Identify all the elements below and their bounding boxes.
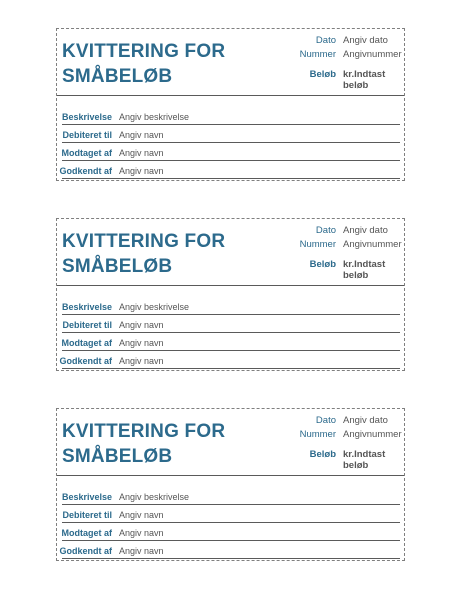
description-field[interactable]: Angiv beskrivelse [119, 112, 190, 122]
received-field[interactable]: Angiv navn [119, 528, 164, 538]
date-field[interactable]: Angiv dato [343, 415, 388, 426]
number-row [57, 429, 404, 441]
amount-field[interactable]: kr.Indtast beløb [343, 69, 386, 91]
received-label: Modtaget af [61, 148, 112, 158]
receipt-title-line2: SMÅBELØB [62, 66, 173, 87]
description-field[interactable]: Angiv beskrivelse [119, 302, 190, 312]
number-label: Nummer [299, 429, 336, 440]
date-label: Dato [315, 415, 336, 426]
number-row [57, 49, 404, 61]
receipt-title-line1: KVITTERING FOR [62, 231, 226, 252]
approved-label: Godkendt af [59, 546, 112, 556]
date-row [57, 415, 404, 427]
debited-field[interactable]: Angiv navn [119, 130, 164, 140]
receipt-card [56, 28, 405, 181]
number-field[interactable]: Angivnummer [343, 429, 402, 440]
approved-field[interactable]: Angiv navn [119, 356, 164, 366]
receipt-title-line1: KVITTERING FOR [62, 421, 226, 442]
approved-row [59, 166, 400, 179]
date-field[interactable]: Angiv dato [343, 225, 388, 236]
header-divider [57, 475, 404, 476]
debited-row [62, 510, 400, 523]
amount-label: Beløb [309, 69, 336, 80]
received-row [62, 148, 400, 161]
description-row [62, 112, 400, 125]
description-label: Beskrivelse [61, 302, 112, 312]
amount-row [57, 259, 404, 285]
approved-row [59, 546, 400, 559]
received-label: Modtaget af [61, 338, 112, 348]
amount-label: Beløb [309, 259, 336, 270]
receipt-title-line1: KVITTERING FOR [62, 41, 226, 62]
amount-row [57, 449, 404, 475]
number-field[interactable]: Angivnummer [343, 49, 402, 60]
approved-label: Godkendt af [59, 166, 112, 176]
header-divider [57, 285, 404, 286]
header-divider [57, 95, 404, 96]
debited-row [62, 130, 400, 143]
debited-label: Debiteret til [62, 510, 112, 520]
number-label: Nummer [299, 239, 336, 250]
number-field[interactable]: Angivnummer [343, 239, 402, 250]
receipt-title-line2: SMÅBELØB [62, 446, 173, 467]
date-label: Dato [315, 35, 336, 46]
amount-row [57, 69, 404, 95]
description-label: Beskrivelse [61, 492, 112, 502]
description-field[interactable]: Angiv beskrivelse [119, 492, 190, 502]
approved-label: Godkendt af [59, 356, 112, 366]
number-label: Nummer [299, 49, 336, 60]
debited-row [62, 320, 400, 333]
received-row [62, 528, 400, 541]
debited-field[interactable]: Angiv navn [119, 510, 164, 520]
approved-row [59, 356, 400, 369]
date-row [57, 225, 404, 237]
amount-field[interactable]: kr.Indtast beløb [343, 259, 386, 281]
received-field[interactable]: Angiv navn [119, 148, 164, 158]
description-label: Beskrivelse [61, 112, 112, 122]
approved-field[interactable]: Angiv navn [119, 166, 164, 176]
received-row [62, 338, 400, 351]
description-row [62, 302, 400, 315]
approved-field[interactable]: Angiv navn [119, 546, 164, 556]
date-row [57, 35, 404, 47]
receipt-card [56, 218, 405, 371]
debited-label: Debiteret til [62, 130, 112, 140]
receipt-title-line2: SMÅBELØB [62, 256, 173, 277]
received-label: Modtaget af [61, 528, 112, 538]
description-row [62, 492, 400, 505]
date-field[interactable]: Angiv dato [343, 35, 388, 46]
receipt-card [56, 408, 405, 561]
number-row [57, 239, 404, 251]
debited-label: Debiteret til [62, 320, 112, 330]
amount-label: Beløb [309, 449, 336, 460]
date-label: Dato [315, 225, 336, 236]
received-field[interactable]: Angiv navn [119, 338, 164, 348]
amount-field[interactable]: kr.Indtast beløb [343, 449, 386, 471]
debited-field[interactable]: Angiv navn [119, 320, 164, 330]
